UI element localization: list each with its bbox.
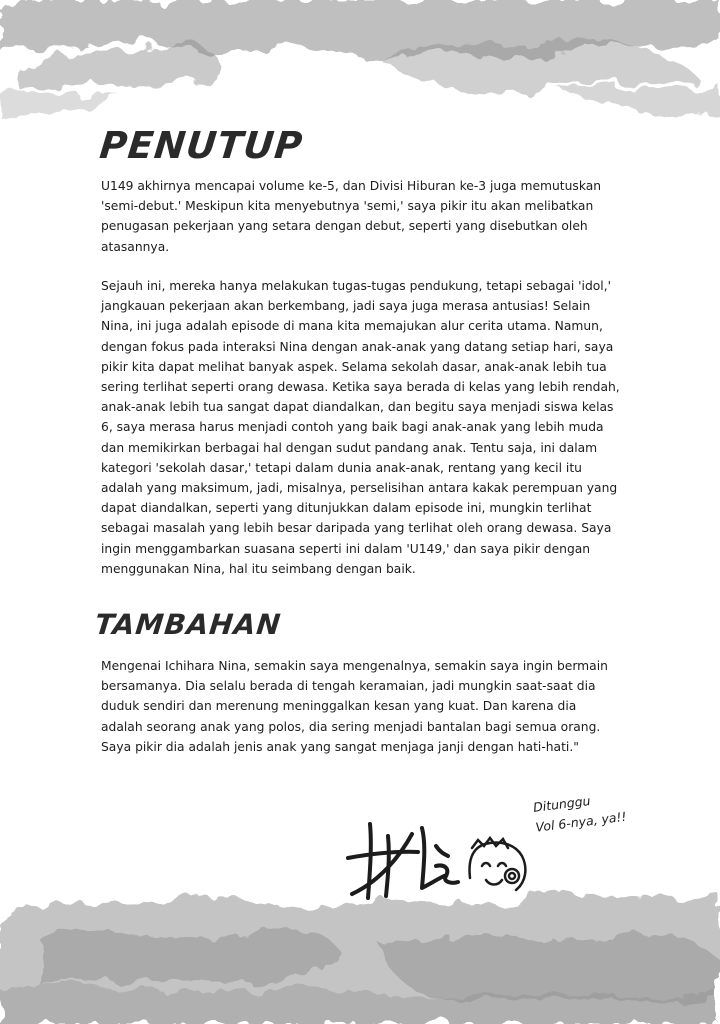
bottom-brush-clouds [0, 894, 720, 1024]
doodle-face-icon [470, 838, 526, 890]
closing-heading: PENUTUP [97, 124, 306, 167]
extra-heading: TAMBAHAN [93, 608, 283, 641]
handwritten-note: Ditunggu Vol 6-nya, ya!! [532, 792, 628, 835]
top-brush-clouds [0, 0, 720, 118]
author-signature [340, 806, 540, 906]
closing-paragraph-1: U149 akhirnya mencapai volume ke-5, dan Divisi Hiburan ke-3 juga memutuskan 'semi-debut.' Meskipun kita menyebutnya 'semi,' saya pikir itu akan melibatkan penugasan pekerjaan yang setara dengan debut, seperti yang disebutkan oleh atasannya. [101, 179, 602, 254]
extra-paragraph: Mengenai Ichihara Nina, semakin saya mengenalnya, semakin saya ingin bermain bersamanya. Dia selalu berada di tengah keramaian, jadi mungkin saat-saat dia duduk sendiri dan merenung meninggalkan kesan yang kuat. Dan karena dia adalah seorang anak yang polos, dia sering menjadi bantalan bagi semua orang. Saya pikir dia adalah jenis anak yang sangat menjaga janji dengan hati-hati." [101, 659, 608, 754]
closing-paragraph-2: Sejauh ini, mereka hanya melakukan tugas-tugas pendukung, tetapi sebagai 'idol,' jangkauan pekerjaan akan berkembang, jadi saya juga merasa antusias! Selain Nina, ini juga adalah episode di mana kita memajukan alur cerita utama. Namun, dengan fokus pada interaksi Nina dengan anak-anak yang datang setiap hari, saya pikir kita dapat melihat banyak aspek. Selama sekolah dasar, anak-anak lebih tua sering terlihat seperti orang dewasa. Ketika saya berada di kelas yang lebih rendah, anak-anak lebih tua sangat dapat diandalkan, dan begitu saya menjadi siswa kelas 6, saya merasa harus menjadi contoh yang baik bagi anak-anak yang lebih muda dan memikirkan berbagai hal dengan sudut pandang anak. Tentu saja, ini dalam kategori 'sekolah dasar,' tetapi dalam dunia anak-anak, rentang yang kecil itu adalah yang maksimum, jadi, misalnya, perselisihan antara kakak perempuan yang dapat diandalkan, seperti yang ditunjukkan dalam episode ini, mungkin terlihat sebagai masalah yang lebih besar daripada yang terlihat oleh orang dewasa. Saya ingin menggambarkan suasana seperti ini dalam 'U149,' dan saya pikir dengan menggunakan Nina, hal itu seimbang dengan baik. [101, 279, 620, 576]
